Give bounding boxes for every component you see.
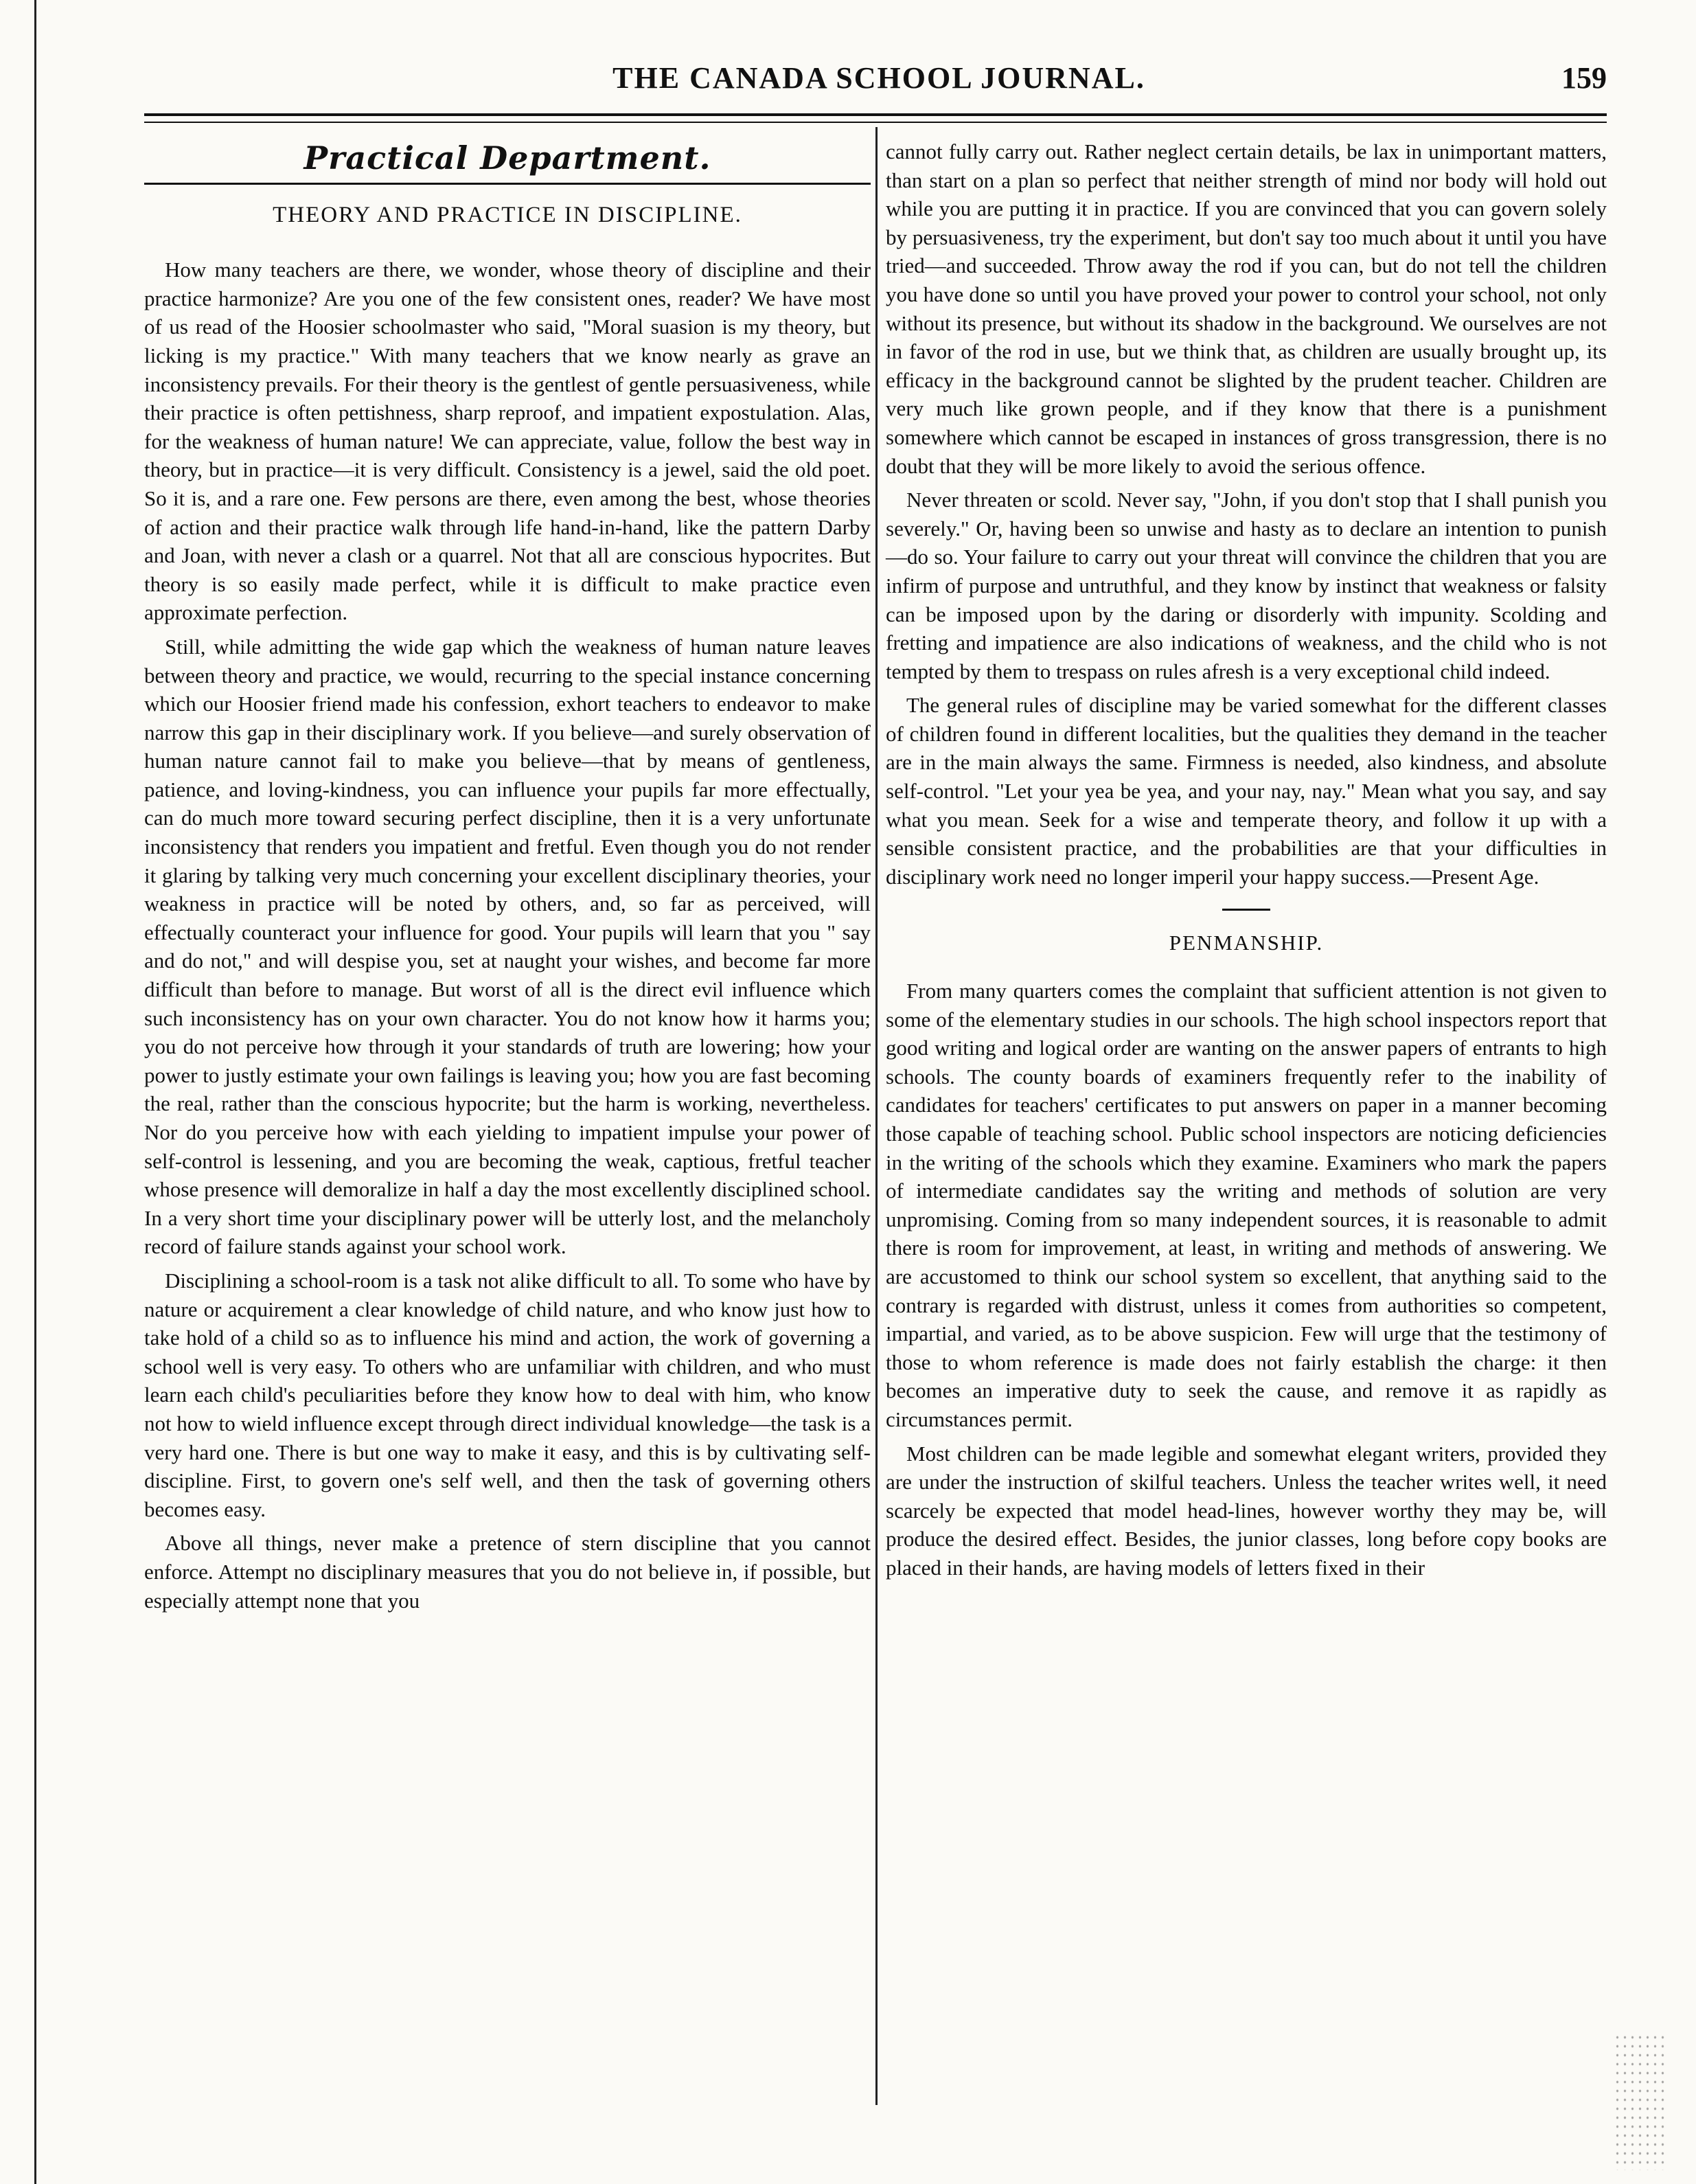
article-paragraph: Never threaten or scold. Never say, "John, if you don't stop that I shall punish you severely." Or, having been so unwise and hasty as to declare an intention to punish—do so. Your failure to carry out your threat will convince the children that you are infirm of purpose and untruthful, and they know by instinct that weakness or falsity can be imposed upon by the daring or disorderly with impunity. Scolding and fretting and impatience are also indications of weakness, and the child who is not tempted by them to trespass on rules afresh is a very exceptional child indeed. [886,488,1607,683]
department-rule [144,183,871,185]
header-rule-thin [144,122,1607,123]
article-title-penmanship: PENMANSHIP. [1169,931,1324,955]
right-column [886,137,1607,1588]
page-header [151,60,1607,109]
page-edge [34,0,36,2184]
article-paragraph: From many quarters comes the complaint that sufficient attention is not given to some of the elementary studies in our schools. The high school inspectors report that good writing and logical order are wanting on the answer papers of entrants to high schools. The county boards of examiners frequently refer to the inability of candidates for teachers' certificates to put answers on paper in a manner becoming those capable of teaching school. Public school inspectors are noticing deficiencies in the writing of the schools which they examine. Examiners who mark the papers of intermediate candidates say the writing and methods of solution are very unpromising. Coming from so many independent sources, it is reasonable to admit there is room for improvement, at least, in writing and methods of answering. We are accustomed to think our school system so excellent, that anything said to the contrary is regarded with distrust, unless it comes from authorities so competent, impartial, and varied, as to be above suspicion. Few will urge that the testimony of those to whom reference is made does not fairly establish the charge: it then becomes an imperative duty to seek the cause, and remove it as rapidly as circumstances permit. [886,979,1607,1431]
article-paragraph: Still, while admitting the wide gap which the weakness of human nature leaves between theory and practice, we would, recurring to the special instance concerning which our Hoosier friend made his confession, exhort teachers to endeavor to make narrow this gap in their disciplinary work. If you believe—and surely observation of human nature cannot fail to make you believe—that by means of gentleness, patience, and loving-kindness, you can influence your pupils far more effectually, can do much more toward securing perfect discipline, then it is a very unfortunate inconsistency that renders you impatient and fretful. Even though you do not render it glaring by talking very much concerning your excellent disciplinary theories, your weakness in practice will be noted by others, and, so far as perceived, will effectually counteract your influence for good. Your pupils will learn that you " say and do not," and will despise you, set at naught your wishes, and become far more difficult than before to manage. But worst of all is the direct evil influence which such inconsistency has on your own character. You do not know how it harms you; you do not perceive how through it your standards of truth are lowering; how your power to justly estimate your own failings is leaving you; how you are fast becoming the real, rather than the conscious hypocrite; but the harm is working, nevertheless. Nor do you perceive how with each yielding to impatient impulse your power of self-control is lessening, and you are becoming the weak, captious, fretful teacher whose presence will demoralize in half a day the most excellently disciplined school. In a very short time your disciplinary power will be utterly lost, and the melancholy record of failure stands against your school work. [144,634,871,1259]
column-divider [875,127,878,2105]
page-number: 159 [1561,61,1607,95]
section-divider [1222,909,1270,911]
article-title-discipline: THEORY AND PRACTICE IN DISCIPLINE. [273,202,742,227]
paper-specks [1614,2033,1669,2170]
article-paragraph: The general rules of discipline may be varied somewhat for the different classes of children found in different localities, but the qualities they demand in the teacher are in the main always the same. Firmness is needed, also kindness, and absolute self-control. "Let your yea be yea, and your nay, nay." Mean what you say, and say what you mean. Seek for a wise and temperate theory, and follow it up with a sensible consistent practice, and the probabilities are that your difficulties in disciplinary work need no longer imperil your happy success.—Present Age. [886,693,1607,889]
article-paragraph: Most children can be made legible and somewhat elegant writers, provided they are under the instruction of skilful teachers. Unless the teacher writes well, it need scarcely be expected that model head-lines, however worthy they may be, will produce the desired effect. Besides, the junior classes, long before copy books are placed in their hands, are having models of letters fixed in their [886,1441,1607,1580]
article-paragraph: Above all things, never make a pretence of stern discipline that you cannot enforce. Attempt no disciplinary measures that you do not believe in, if possible, but especially attempt none that you [144,1531,871,1613]
article-paragraph: How many teachers are there, we wonder, whose theory of discipline and their practice harmonize? Are you one of the few consistent ones, reader? We have most of us read of the Hoosier schoolmaster who said, "Moral suasion is my theory, but licking is my practice." With many teachers that we know nearly as grave an inconsistency prevails. For their theory is the gentlest of gentle persuasiveness, while their practice is often pettishness, sharp reproof, and impatient expostulation. Alas, for the weakness of human nature! We can appreciate, value, follow the best way in theory, but in practice—it is very difficult. Consistency is a jewel, said the old poet. So it is, and a rare one. Few persons are there, even among the best, whose theories of action and their practice walk through life hand-in-hand, like the pattern Darby and Joan, with never a clash or a quarrel. Not that all are conscious hypocrites. But theory is so easily made perfect, while it is difficult to make practice even approximate perfection. [144,258,871,625]
left-column [144,137,871,1620]
article-paragraph: Disciplining a school-room is a task not alike difficult to all. To some who have by nature or acquirement a clear knowledge of child nature, and who know just how to take hold of a child so as to influence his mind and action, the work of governing a school well is very easy. To others who are unfamiliar with children, and who must learn each child's peculiarities before they know how to deal with him, who know not how to wield influence except through direct individual knowledge—the task is a very hard one. There is but one way to make it easy, and this is by cultivating self-discipline. First, to govern one's self well, and then the task of governing others becomes easy. [144,1268,871,1521]
department-heading: Practical Department. [303,139,711,177]
article-paragraph-continued: cannot fully carry out. Rather neglect certain details, be lax in unimportant matters, than start on a plan so perfect that neither strength of mind nor body will hold out while you are putting it in practice. If you are convinced that you can govern solely by persuasiveness, try the experiment, but don't say too much about it until you have tried—and succeeded. Throw away the rod if you can, but do not tell the children you have done so until you have proved your power to control your school, not only without its presence, but without its shadow in the background. We ourselves are not in favor of the rod in use, but we think that, as children are usually brought up, its efficacy in the background cannot be slighted by the prudent teacher. Children are very much like grown people, and if they know that there is a punishment somewhere which cannot be escaped in instances of gross transgression, there is no doubt that they will be more likely to avoid the serious offence. [886,139,1607,478]
header-rule [144,113,1607,116]
journal-title: THE CANADA SCHOOL JOURNAL. [612,61,1145,95]
